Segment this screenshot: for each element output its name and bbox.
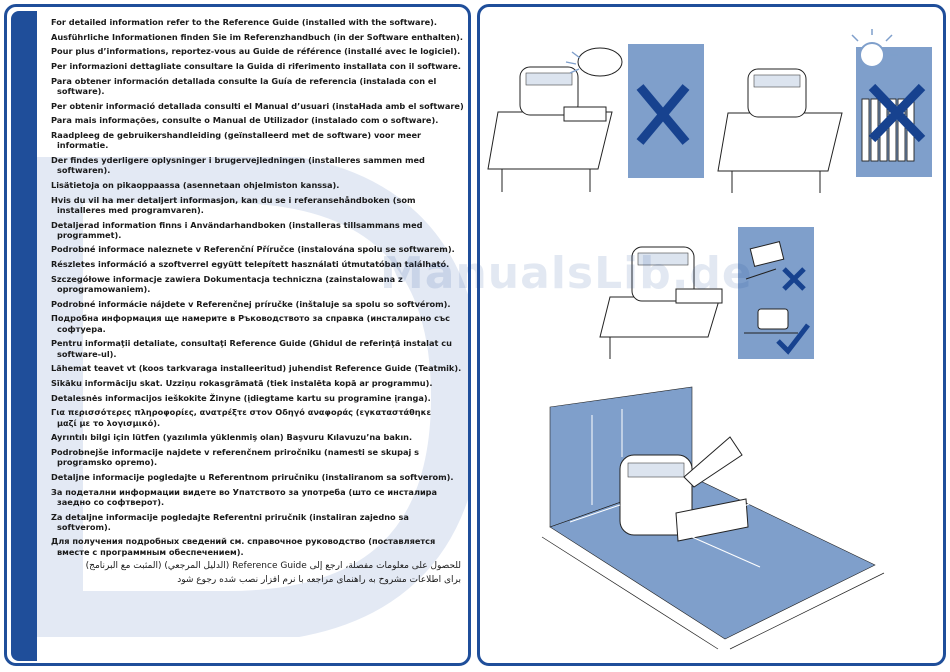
rtl-instruction-line: برای اطلاعات مشروح به راهنمای مراجعه با نرم افزار نصب شده رجوع شود bbox=[177, 574, 461, 585]
instruction-text: Der findes yderligere oplysninger i brugervejledningen (installeres sammen med bbox=[51, 155, 425, 166]
instruction-line bbox=[51, 447, 471, 467]
instruction-text-continued: вместе с программным обеспечением). bbox=[57, 546, 244, 557]
instruction-line: Részletes információ a szoftverrel együtt telepített használati útmutatóban található. bbox=[51, 259, 450, 270]
left-panel bbox=[4, 4, 471, 666]
instruction-line bbox=[51, 313, 471, 333]
illustration-no-air-conditioner bbox=[488, 44, 704, 192]
illustration-level-surface bbox=[600, 227, 814, 359]
instruction-text-continued: softwaren). bbox=[57, 165, 111, 176]
instruction-line bbox=[51, 338, 471, 358]
blue-side-stripe bbox=[11, 11, 37, 661]
instruction-text-continued: oprogramowaniem). bbox=[57, 284, 151, 295]
instruction-line: Lisätietoja on pikaoppaassa (asennetaan ohjelmiston kanssa). bbox=[51, 179, 340, 190]
instruction-line bbox=[51, 76, 471, 96]
instruction-text: Pentru informaţii detaliate, consultaţi Reference Guide (Ghidul de referinţă instalat cu bbox=[51, 338, 452, 349]
instruction-text: Για περισσότερες πληροφορίες, ανατρέξτε στον Οδηγό αναφοράς (εγκαταστάθηκε bbox=[51, 407, 432, 418]
instruction-text-continued: software). bbox=[57, 86, 105, 97]
instruction-text-continued: installeres med programvaren). bbox=[57, 204, 204, 215]
illustration-clearance-space bbox=[542, 387, 884, 649]
instruction-text: Para obtener información detallada consulte la Guía de referencia (instalada con el bbox=[51, 75, 437, 86]
illustration-no-radiator bbox=[718, 29, 932, 193]
instruction-line: Podrobné informace naleznete v Referenční Příručce (instalována spolu se softwarem). bbox=[51, 244, 455, 255]
instruction-text-continued: programsko opremo). bbox=[57, 457, 158, 468]
instruction-text: Подробна информация ще намерите в Ръководството за справка (инсталирано със bbox=[51, 313, 451, 324]
instruction-text-continued: заедно со софтверот). bbox=[57, 496, 165, 507]
instruction-text: Szczegółowe informacje zawiera Dokumentacja techniczna (zainstalowana z bbox=[51, 273, 403, 284]
instruction-line bbox=[51, 487, 471, 507]
instruction-line: Ausführliche Informationen finden Sie im Referenzhandbuch (in der Software enthalten). bbox=[51, 31, 463, 42]
instruction-text-continued: софтуера. bbox=[57, 323, 106, 334]
instruction-line bbox=[51, 407, 471, 427]
instruction-list bbox=[51, 17, 471, 588]
instruction-line bbox=[51, 155, 471, 175]
instruction-text-continued: software-ul). bbox=[57, 348, 117, 359]
instruction-text: Detaljerad information finns i Användarhandboken (installeras tillsammans med bbox=[51, 219, 423, 230]
instruction-text-continued: softverom). bbox=[57, 521, 111, 532]
instruction-text-continued: μαζί με το λογισμικό). bbox=[57, 417, 161, 428]
instruction-line bbox=[51, 130, 471, 150]
instruction-text: Za detaljne informacije pogledajte Referentni priručnik (instaliran zajedno sa bbox=[51, 511, 409, 522]
instruction-line bbox=[51, 536, 471, 556]
instruction-line: Para mais informações, consulte o Manual de Utilizador (instalado com o software). bbox=[51, 115, 439, 126]
instruction-text: Для получения подробных сведений см. справочное руководство (поставляется bbox=[51, 536, 436, 547]
instruction-line bbox=[51, 220, 471, 240]
instruction-line: Ayrıntılı bilgi için lütfen (yazılımla yüklenmiş olan) Başvuru Kılavuzu’na bakın. bbox=[51, 432, 413, 443]
instruction-line: For detailed information refer to the Reference Guide (installed with the software). bbox=[51, 17, 438, 27]
instruction-text: Podrobnejše informacije najdete v referenčnem priročniku (namesti se skupaj s bbox=[51, 447, 420, 457]
rtl-instruction-line: للحصول على معلومات مفصلة، ارجع إلى Reference Guide (الدليل المرجعي) (المثبت مع البرنامج) bbox=[85, 561, 461, 572]
instruction-line bbox=[51, 195, 471, 215]
instruction-line: Pour plus d’informations, reportez-vous au Guide de référence (installé avec le logiciel). bbox=[51, 46, 461, 57]
instruction-text: Raadpleeg de gebruikershandleiding (geïnstalleerd met de software) voor meer bbox=[51, 130, 422, 141]
instruction-line: Per obtenir informació detallada consulti el Manual d’usuari (instaHada amb el software) bbox=[51, 100, 464, 111]
instruction-line: Detaljne informacije pogledajte u Referentnom priručniku (instaliranom sa softverom). bbox=[51, 471, 454, 482]
instruction-line: Per informazioni dettagliate consultare la Guida di riferimento installata con il software. bbox=[51, 61, 461, 72]
instruction-text: За подетални информации видете во Упатството за употреба (што се инсталира bbox=[51, 486, 438, 497]
instruction-line: Podrobné informácie nájdete v Referenčnej príručke (inštaluje sa spolu so softvérom). bbox=[51, 298, 451, 309]
instruction-text-continued: informatie. bbox=[57, 140, 109, 151]
right-panel bbox=[477, 4, 946, 666]
instruction-line: Sīkāku informāciju skat. Uzziņu rokasgrāmatā (tiek instalēta kopā ar programmu). bbox=[51, 377, 433, 388]
instruction-line bbox=[51, 512, 471, 532]
instruction-text-continued: programmet). bbox=[57, 229, 122, 240]
instruction-line bbox=[51, 274, 471, 294]
instruction-line: Detalesnės informacijos ieškokite Žinyne (įdiegtame kartu su programine įranga). bbox=[51, 392, 431, 403]
placement-illustrations bbox=[480, 7, 943, 663]
instruction-line: Lähemat teavet vt (koos tarkvaraga installeeritud) juhendist Reference Guide (Teatmik). bbox=[51, 363, 462, 374]
instruction-text: Hvis du vil ha mer detaljert informasjon, kan du se i referansehåndboken (som bbox=[51, 194, 416, 205]
